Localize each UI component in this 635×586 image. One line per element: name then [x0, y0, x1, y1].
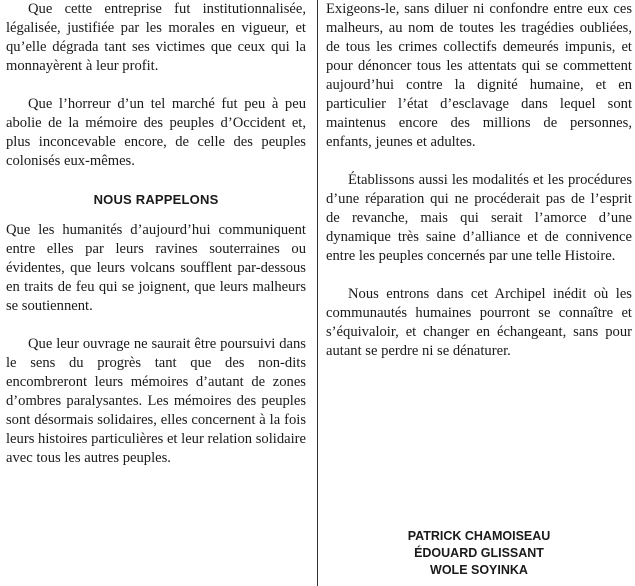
left-paragraph-4: Que leur ouvrage ne saurait être poursuivi dans le sens du progrès tant que des non-dits encombreront leurs mémoires d’autant de zones d’ombres paralysantes. Les mémoires des peuples sont désormais solidaires, elles concernent à la fois leurs histoires particulières et leur relation solidaire avec tous les autres peuples. [6, 336, 306, 466]
column-divider [317, 0, 318, 586]
right-paragraph-2: Établissons aussi les modalités et les procédures d’une réparation qui ne procéderait pas de l’esprit de revanche, mais qui serait l’amorce d’une dynamique très saine d’alliance et de connivence entre les peuples concernés par une telle Histoire. [326, 172, 632, 264]
left-paragraph-2: Que l’horreur d’un tel marché fut peu à peu abolie de la mémoire des peuples d’Occident et, plus inconcevable encore, de celle des peuples colonisés eux-mêmes. [6, 96, 306, 169]
right-column [326, 0, 632, 361]
left-paragraph-1: Que cette entreprise fut institutionnalisée, légalisée, justifiée par les morales en vigueur, et qu’elle dégrada tant ses victimes que ceux qui la monnayèrent à leur profit. [6, 1, 306, 74]
left-paragraph-3: Que les humanités d’aujourd’hui communiquent entre elles par leurs ravines souterraines ou évidentes, que leurs volcans soufflent par-dessous en traits de feu qui se joignent, que leurs malheurs se soutiennent. [6, 222, 306, 314]
signatures-block [326, 528, 632, 579]
signature-3: WOLE SOYINKA [430, 563, 528, 577]
left-column [6, 0, 306, 468]
right-paragraph-1: Exigeons-le, sans diluer ni confondre entre eux ces malheurs, au nom de toutes les tragédies oubliées, de tous les crimes collectifs demeurés impunis, et pour dénoncer tous les attentats qui se commettent aujourd’hui contre la dignité humaine, et en particulier l’état d’esclavage dans lequel sont maintenus encore des millions de personnes, enfants, jeunes et adultes. [326, 1, 632, 150]
section-heading: NOUS RAPPELONS [93, 192, 219, 207]
right-paragraph-3: Nous entrons dans cet Archipel inédit où les communautés humaines pourront se connaître et s’équivaloir, et changer en échangeant, sans pour autant se perdre ni se dénaturer. [326, 286, 632, 359]
signature-1: PATRICK CHAMOISEAU [407, 529, 551, 543]
signature-2: ÉDOUARD GLISSANT [414, 546, 544, 560]
